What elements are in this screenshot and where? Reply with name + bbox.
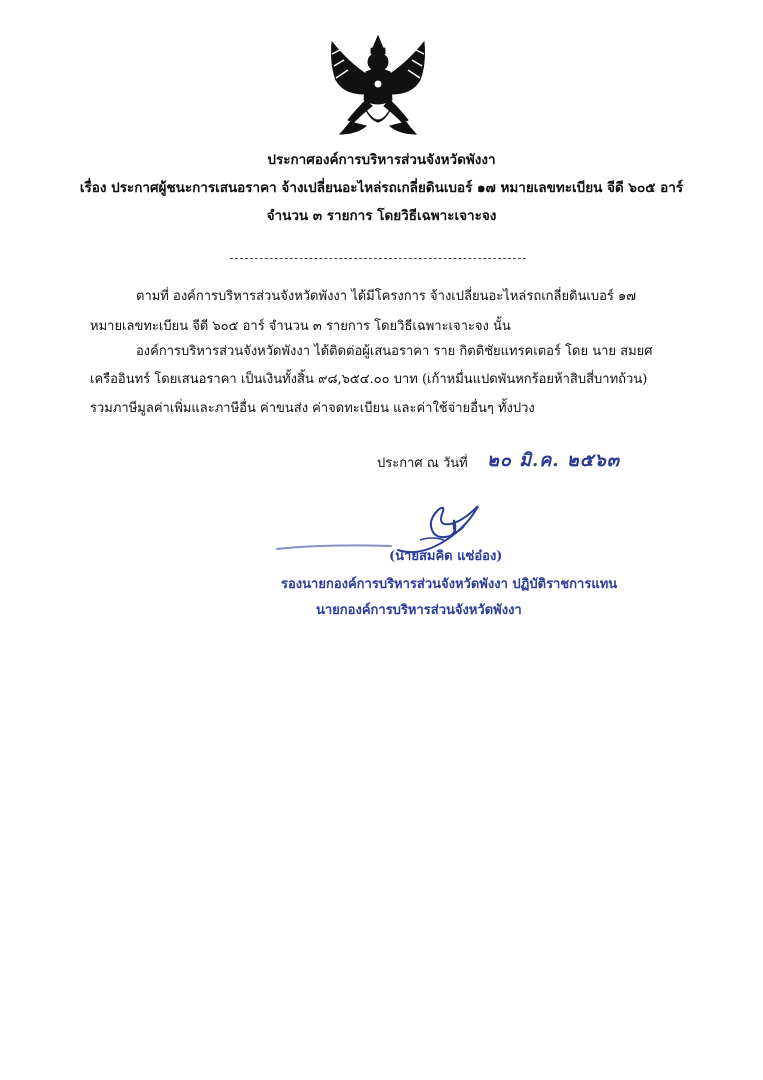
body-paragraph-1-line-2: หมายเลขทะเบียน จีดี ๖๐๕ อาร์ จำนวน ๓ รายการ โดยวิธีเฉพาะเจาะจง นั้น [90, 319, 511, 334]
body-paragraph-2-line-1: องค์การบริหารส่วนจังหวัดพังงา ได้ติดต่อผู้เสนอราคา ราย กิตติชัยแทรคเตอร์ โดย นาย สมยศ [136, 344, 653, 359]
announcement-title: ประกาศองค์การบริหารส่วนจังหวัดพังงา [267, 152, 496, 168]
dashed-divider [230, 258, 526, 259]
signatory-title-line-2: นายกองค์การบริหารส่วนจังหวัดพังงา [316, 603, 522, 618]
body-paragraph-1-line-1: ตามที่ องค์การบริหารส่วนจังหวัดพังงา ได้มีโครงการ จ้างเปลี่ยนอะไหล่รถเกลี่ยดินเบอร์ ๑๗ [136, 289, 637, 304]
announcement-date-label: ประกาศ ณ วันที่ [377, 456, 468, 471]
signatory-name: (นายสมคิด แซ่อ๋อง) [389, 549, 503, 564]
body-paragraph-2-line-2: เครืออินทร์ โดยเสนอราคา เป็นเงินทั้งสิ้น ๙๘,๖๕๔.๐๐ บาท (เก้าหมื่นแปดพันหกร้อยห้าสิบสี่บาทถ้วน) [90, 372, 648, 387]
announcement-subject-cont: จำนวน ๓ รายการ โดยวิธีเฉพาะเจาะจง [266, 208, 497, 224]
signatory-title-line-1: รองนายกองค์การบริหารส่วนจังหวัดพังงา ปฏิบัติราชการแทน [281, 577, 618, 592]
garuda-emblem-icon [326, 34, 430, 144]
announcement-subject: เรื่อง ประกาศผู้ชนะการเสนอราคา จ้างเปลี่ยนอะไหล่รถเกลี่ยดินเบอร์ ๑๗ หมายเลขทะเบียน จีดี ๖๐๕ อาร์ [79, 180, 684, 196]
pen-stroke-icon [275, 543, 393, 551]
body-paragraph-2-line-3: รวมภาษีมูลค่าเพิ่มและภาษีอื่น ค่าขนส่ง ค่าจดทะเบียน และค่าใช้จ่ายอื่นๆ ทั้งปวง [90, 401, 535, 416]
announcement-date-handwritten: ๒๐ มิ.ค. ๒๕๖๓ [487, 450, 621, 471]
